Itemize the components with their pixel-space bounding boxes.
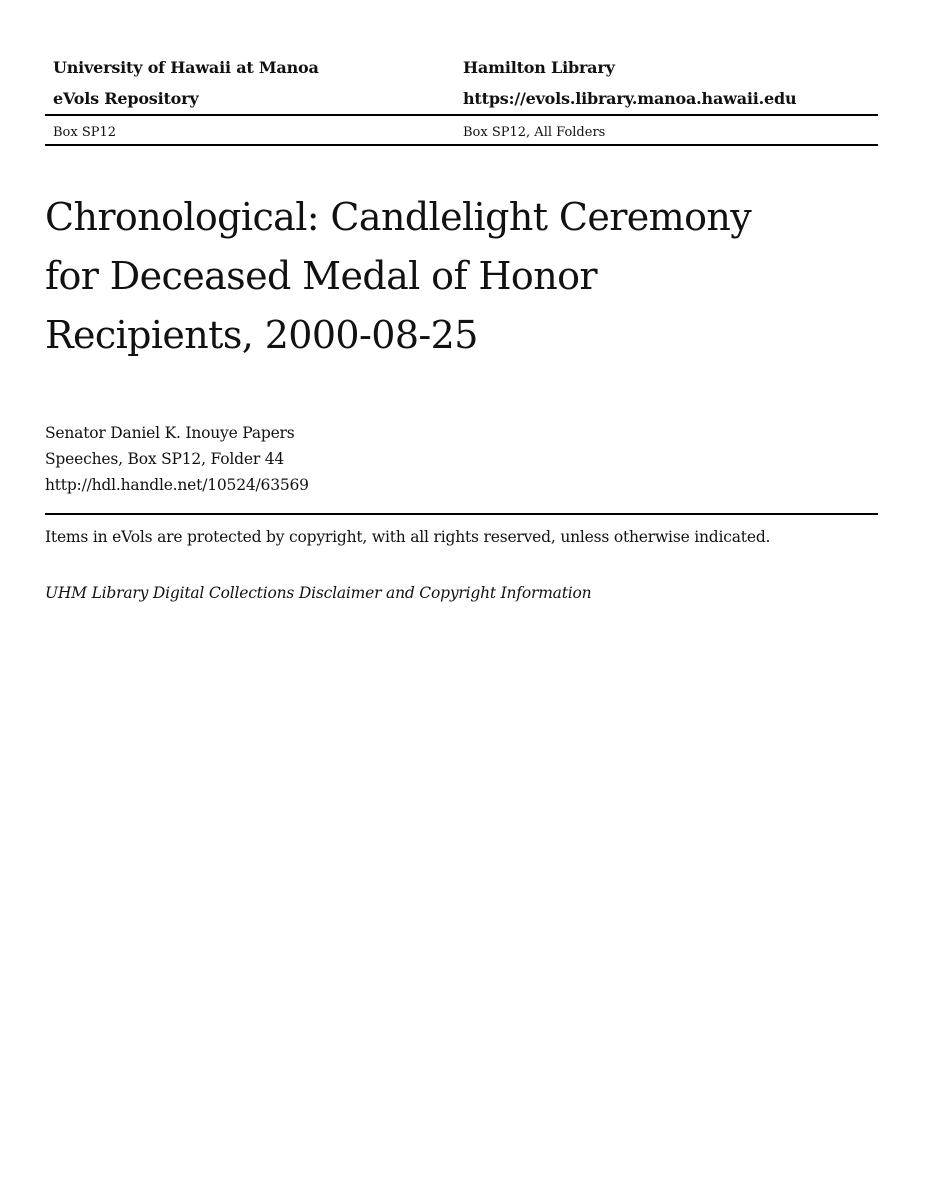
- institution-name: University of Hawaii at Manoa: [53, 58, 319, 77]
- box-label-left: Box SP12: [53, 124, 117, 140]
- repository-name: eVols Repository: [53, 89, 199, 108]
- document-title: [45, 188, 845, 365]
- header-row-2: [45, 83, 878, 114]
- folder-location: Speeches, Box SP12, Folder 44: [45, 450, 285, 468]
- title-line: Chronological: Candlelight Ceremony: [45, 195, 752, 239]
- collection-name: Senator Daniel K. Inouye Papers: [45, 424, 295, 442]
- box-info-row: [45, 116, 878, 144]
- title-line: Recipients, 2000-08-25: [45, 313, 478, 357]
- box-label-right: Box SP12, All Folders: [463, 124, 606, 140]
- handle-link[interactable]: http://hdl.handle.net/10524/63569: [45, 476, 309, 494]
- repository-header: [45, 52, 878, 146]
- library-name: Hamilton Library: [463, 58, 615, 77]
- box-col-right: [463, 121, 878, 140]
- repository-url[interactable]: https://evols.library.manoa.hawaii.edu: [463, 89, 797, 108]
- rights-statement: Items in eVols are protected by copyright, with all rights reserved, unless otherwise indicated.: [45, 528, 771, 546]
- document-metadata: [45, 420, 309, 498]
- header-col-right: [463, 58, 878, 77]
- metadata-divider: [45, 513, 878, 515]
- header-col-right: [463, 89, 878, 108]
- title-line: for Deceased Medal of Honor: [45, 254, 597, 298]
- disclaimer-link[interactable]: UHM Library Digital Collections Disclaimer and Copyright Information: [45, 584, 592, 602]
- header-col-left: [45, 58, 463, 77]
- header-divider-bottom: [45, 144, 878, 146]
- box-col-left: [45, 121, 463, 140]
- header-col-left: [45, 89, 463, 108]
- header-row-1: [45, 52, 878, 83]
